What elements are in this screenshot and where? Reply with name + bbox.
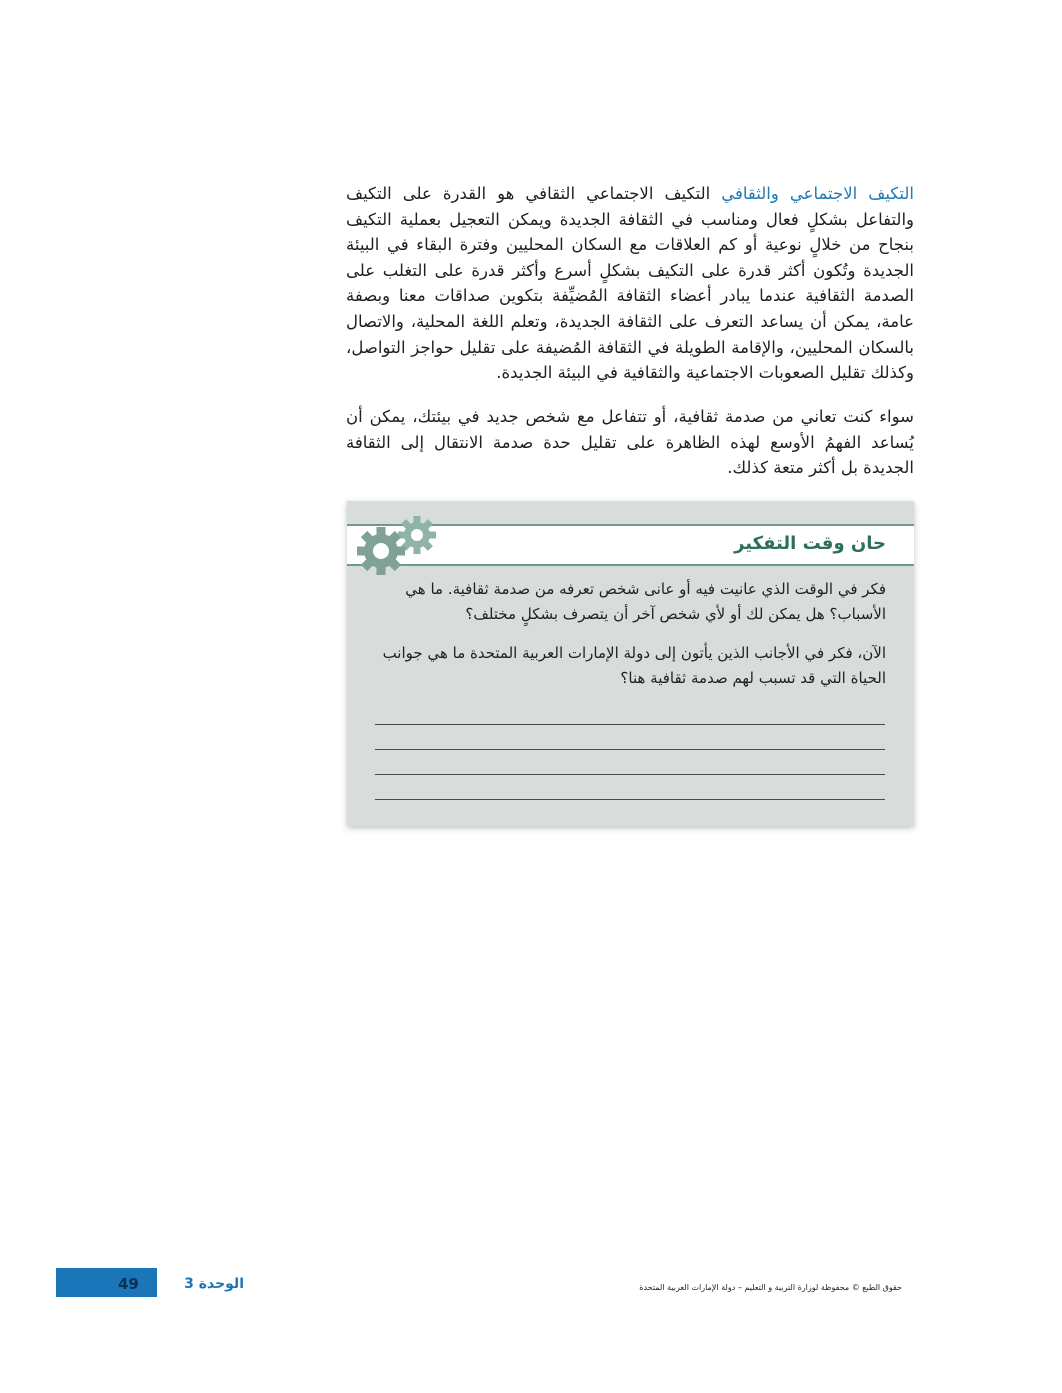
paragraph-adaptation (346, 181, 914, 386)
think-question-2: الآن، فكر في الأجانب الذين يأتون إلى دولة الإمارات العربية المتحدة ما هي جوانب الحياة التي قد تسبب لهم صدمة ثقافية هنا؟ (382, 644, 886, 687)
think-time-box (347, 501, 914, 826)
unit-label: الوحدة 3 (184, 1276, 244, 1292)
copyright-notice: حقوق الطبع © محفوظة لوزارة التربية و التعليم – دولة الإمارات العربية المتحدة (639, 1283, 902, 1292)
think-question-1: فكر في الوقت الذي عانيت فيه أو عانى شخص تعرفه من صدمة ثقافية. ما هي الأسباب؟ هل يمكن لك أو لأي شخص آخر أن يتصرف بشكلٍ مختلف؟ (405, 580, 886, 623)
answer-line[interactable] (375, 799, 885, 800)
answer-line[interactable] (375, 749, 885, 750)
answer-line[interactable] (375, 724, 885, 725)
answer-line[interactable] (375, 774, 885, 775)
paragraph-culture-shock: سواء كنت تعاني من صدمة ثقافية، أو تتفاعل مع شخص جديد في بيئتك، يمكن أن يُساعد الفهمُ الأوسع لهذه الظاهرة على تقليل حدة صدمة الانتقال إلى الثقافة الجديدة بل أكثر متعة كذلك. (346, 407, 914, 478)
think-box-title: حان وقت التفكير (734, 533, 886, 554)
key-term: التكيف الاجتماعي والثقافي (721, 184, 914, 203)
page-number: 49 (118, 1275, 139, 1293)
gears-icon (355, 511, 445, 581)
paragraph-body: التكيف الاجتماعي الثقافي هو القدرة على التكيف والتفاعل بشكلٍ فعال ومناسب في الثقافة الجديدة ويمكن التعجيل بعملية التكيف بنجاح من خلالٍ نوعية أو كم العلاقات مع السكان المحليين وفترة البقاء في البيئة الجديدة وتُكون أكثر قدرة على التكيف بشكلٍ أسرع وأكثر قدرة على التغلب على الصدمة الثقافية عندما يبادر أعضاء الثقافة المُضيِّفة بتكوين صداقات معنا وبصفة عامة، يمكن أن يساعد التعرف على الثقافة الجديدة، وتعلم اللغة المحلية، والاتصال بالسكان المحليين، والإقامة الطويلة في الثقافة المُضيفة على تقليل حواجز التواصل، وكذلك تقليل الصعوبات الاجتماعية والثقافية في البيئة الجديدة. (346, 184, 914, 383)
